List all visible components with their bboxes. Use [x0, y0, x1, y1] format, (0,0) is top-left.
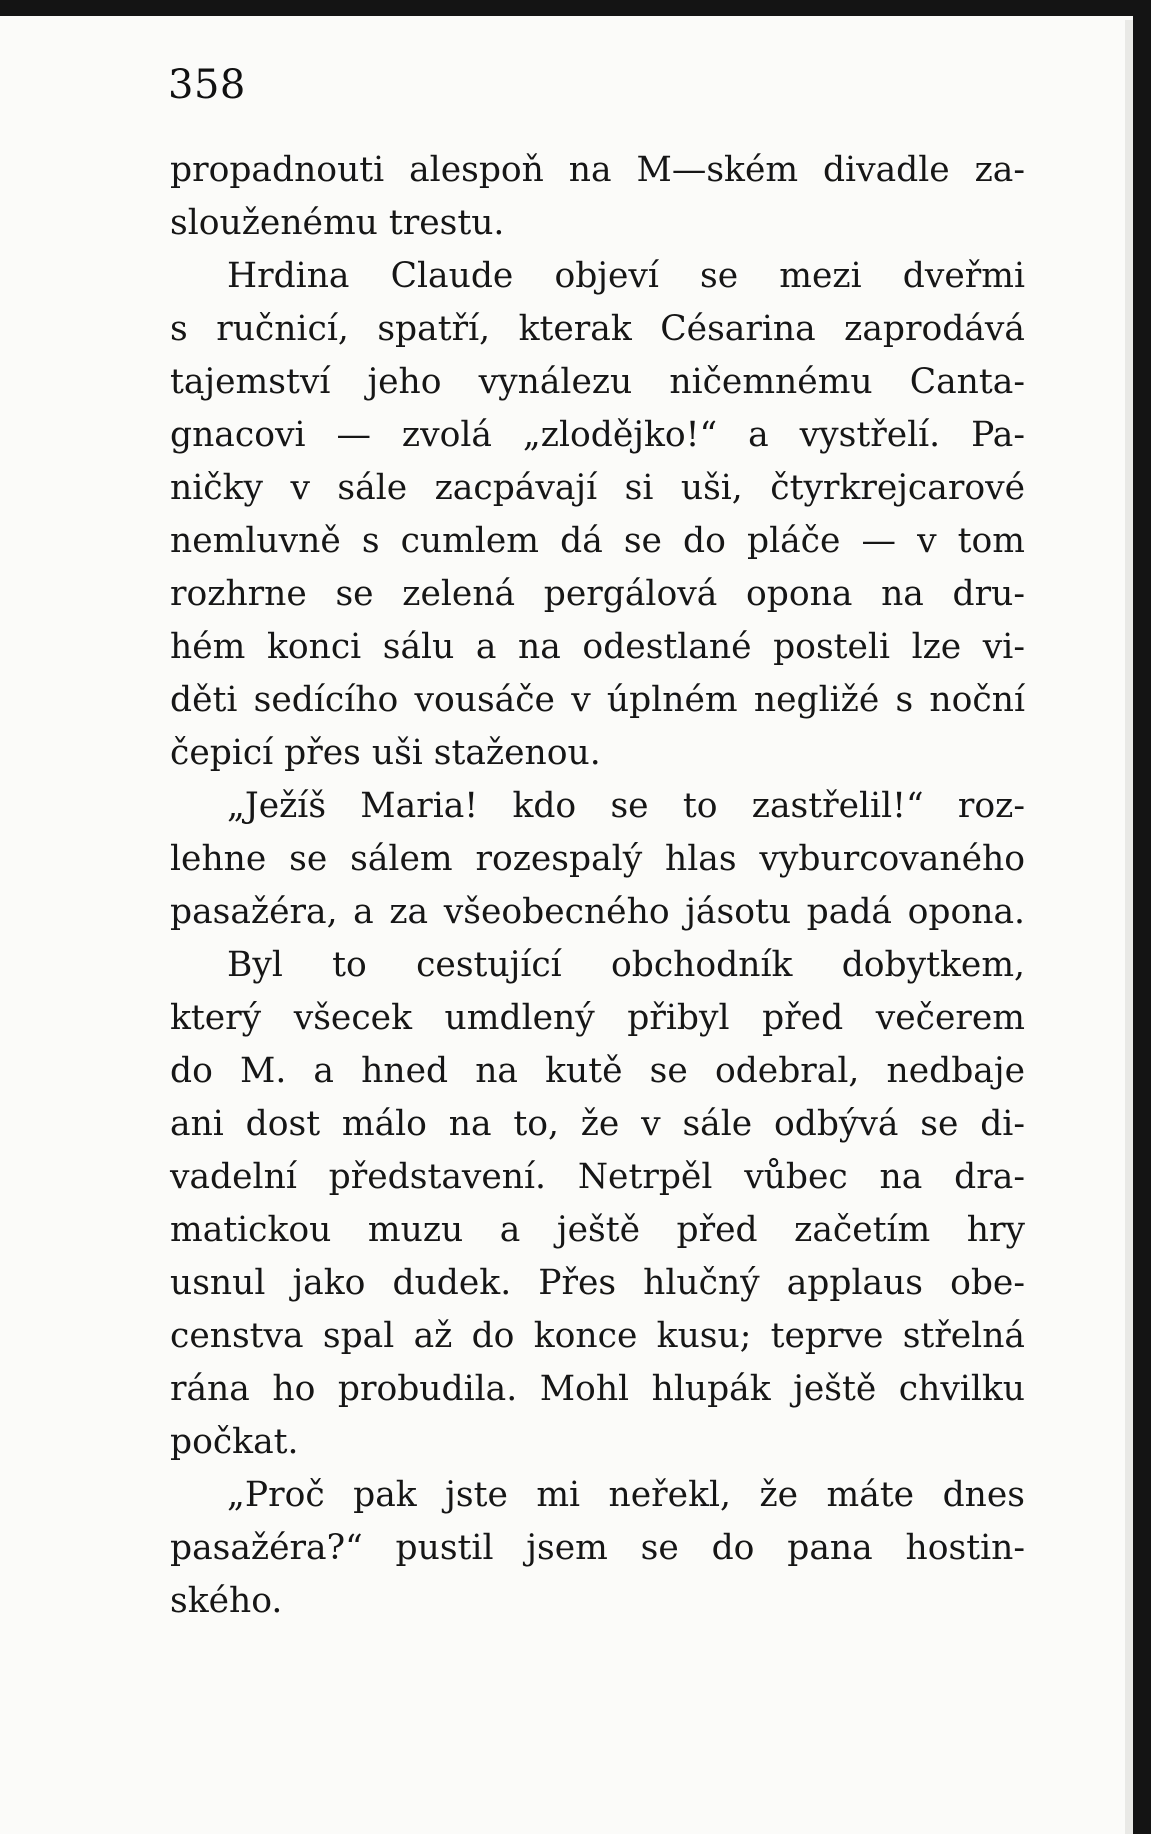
text-line: usnul jako dudek. Přes hlučný applaus obe- [170, 1263, 1025, 1303]
page-number: 358 [168, 62, 246, 108]
text-line: do M. a hned na kutě se odebral, nedbaje [170, 1051, 1025, 1091]
body-text [170, 144, 1025, 1628]
text-line: nemluvně s cumlem dá se do pláče — v tom [170, 521, 1025, 561]
text-line: pasažéra, a za všeobecného jásotu padá opona. [170, 892, 1025, 932]
text-line: propadnouti alespoň na M—ském divadle za- [170, 150, 1025, 190]
text-line: gnacovi — zvolá „zlodějko!“ a vystřelí. Pa- [170, 415, 1025, 455]
scan-border-top [0, 0, 1151, 16]
text-line: který všecek umdlený přibyl před večerem [170, 998, 1025, 1038]
text-line: ničky v sále zacpávají si uši, čtyrkrejcarové [170, 468, 1025, 508]
text-line: rozhrne se zelená pergálová opona na dru- [170, 574, 1025, 614]
scan-border-right [1133, 16, 1151, 1834]
text-line: s ručnicí, spatří, kterak Césarina zaprodává [170, 309, 1025, 349]
text-line: rána ho probudila. Mohl hlupák ještě chvilku [170, 1369, 1025, 1409]
text-line: ského. [170, 1581, 283, 1621]
page-edge [1125, 20, 1133, 1834]
text-line: „Ježíš Maria! kdo se to zastřelil!“ roz- [227, 786, 1025, 826]
text-line: Byl to cestující obchodník dobytkem, [227, 945, 1025, 985]
text-line: ani dost málo na to, že v sále odbývá se di- [170, 1104, 1025, 1144]
text-line: matickou muzu a ještě před začetím hry [170, 1210, 1025, 1250]
text-line: čepicí přes uši staženou. [170, 733, 601, 773]
text-line: tajemství jeho vynálezu ničemnému Canta- [170, 362, 1025, 402]
text-line: děti sedícího vousáče v úplném negližé s noční [170, 680, 1025, 720]
text-line: pasažéra?“ pustil jsem se do pana hostin- [170, 1528, 1025, 1568]
text-line: „Proč pak jste mi neřekl, že máte dnes [227, 1475, 1025, 1515]
text-line: slouženému trestu. [170, 203, 505, 243]
text-line: lehne se sálem rozespalý hlas vyburcovaného [170, 839, 1025, 879]
text-line: hém konci sálu a na odestlané posteli lze vi- [170, 627, 1025, 667]
text-line: Hrdina Claude objeví se mezi dveřmi [227, 256, 1025, 296]
text-line: censtva spal až do konce kusu; teprve střelná [170, 1316, 1025, 1356]
text-line: počkat. [170, 1422, 299, 1462]
text-line: vadelní představení. Netrpěl vůbec na dra- [170, 1157, 1025, 1197]
